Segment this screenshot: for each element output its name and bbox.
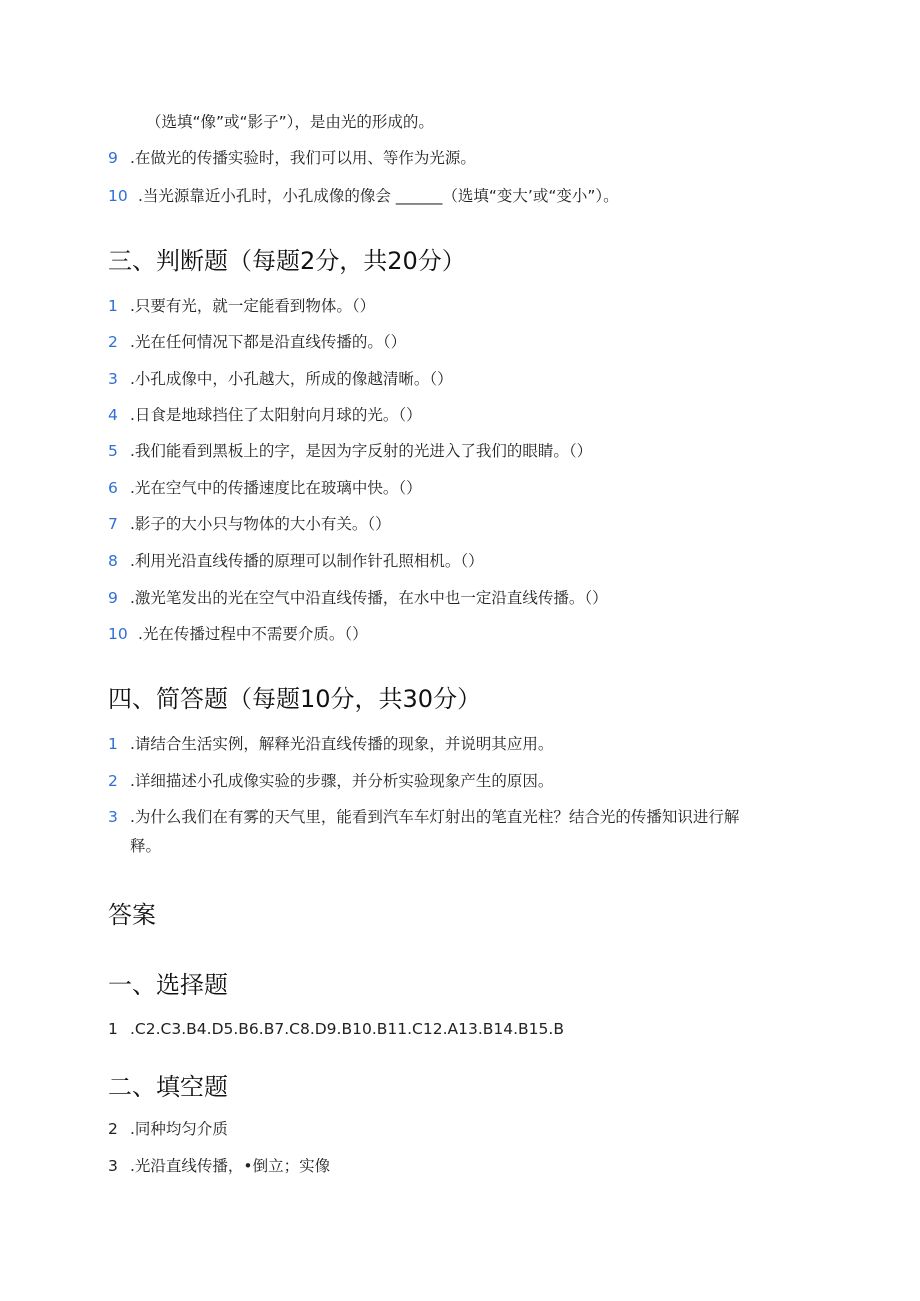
short-answer-item-3: 3 .为什么我们在有雾的天气里，能看到汽车车灯射出的笔直光柱？结合光的传播知识进行解 [108,808,740,826]
item-number: 1 [108,1020,118,1038]
answers-fill-item-2: 2 .同种均匀介质 [108,1120,228,1138]
fill-item-10: 10 .当光源靠近小孔时，小孔成像的像会 ______（选填“变大’或“变小”）。 [108,187,619,205]
judge-item-7: 7 .影子的大小只与物体的大小有关。（） [108,515,391,533]
item-number: 1 [108,297,118,315]
judge-item-10: 10 .光在传播过程中不需要介质。（） [108,625,368,643]
answers-title: 答案 [108,901,156,929]
item-number: 9 [108,589,118,607]
judge-item-9: 9 .激光笔发出的光在空气中沿直线传播，在水中也一定沿直线传播。（） [108,589,608,607]
judge-item-6: 6 .光在空气中的传播速度比在玻璃中快。（） [108,479,422,497]
item-number: 6 [108,479,118,497]
judge-item-5: 5 .我们能看到黑板上的字，是因为字反射的光进入了我们的眼睛。（） [108,442,593,460]
item-number: 3 [108,808,118,826]
fill-item-8-tail: （选填“像”或“影子”），是由光的形成的。 [146,113,434,131]
item-number: 4 [108,406,118,424]
judge-item-1: 1 .只要有光，就一定能看到物体。（） [108,297,376,315]
item-number: 10 [108,187,128,205]
item-number: 9 [108,149,118,167]
section-4-title: 四、简答题（每题10分，共30分） [108,685,482,713]
item-number: 1 [108,735,118,753]
item-number: 10 [108,625,128,643]
item-number: 3 [108,370,118,388]
answers-fill-item-3: 3 .光沿直线传播，•倒立；实像 [108,1157,331,1175]
item-number: 5 [108,442,118,460]
section-3-title: 三、判断题（每题2分，共20分） [108,247,466,275]
item-number: 2 [108,333,118,351]
judge-item-8: 8 .利用光沿直线传播的原理可以制作针孔照相机。（） [108,552,484,570]
judge-item-3: 3 .小孔成像中，小孔越大，所成的像越清晰。（） [108,370,453,388]
item-number: 7 [108,515,118,533]
short-answer-item-1: 1 .请结合生活实例，解释光沿直线传播的现象，并说明其应用。 [108,735,554,753]
answers-section-2-title: 二、填空题 [108,1073,228,1101]
judge-item-2: 2 .光在任何情况下都是沿直线传播的。（） [108,333,407,351]
item-number: 8 [108,552,118,570]
answers-section-1-title: 一、选择题 [108,971,228,999]
short-answer-item-3-cont: 释。 [130,837,162,855]
item-number: 2 [108,772,118,790]
item-number: 3 [108,1157,118,1175]
item-number: 2 [108,1120,118,1138]
judge-item-4: 4 .日食是地球挡住了太阳射向月球的光。（） [108,406,422,424]
fill-item-9: 9 .在做光的传播实验时，我们可以用、等作为光源。 [108,149,476,167]
short-answer-item-2: 2 .详细描述小孔成像实验的步骤，并分析实验现象产生的原因。 [108,772,554,790]
answers-section-1-line: 1 .C2.C3.B4.D5.B6.B7.C8.D9.B10.B11.C12.A13.B14.B15.B [108,1020,564,1038]
